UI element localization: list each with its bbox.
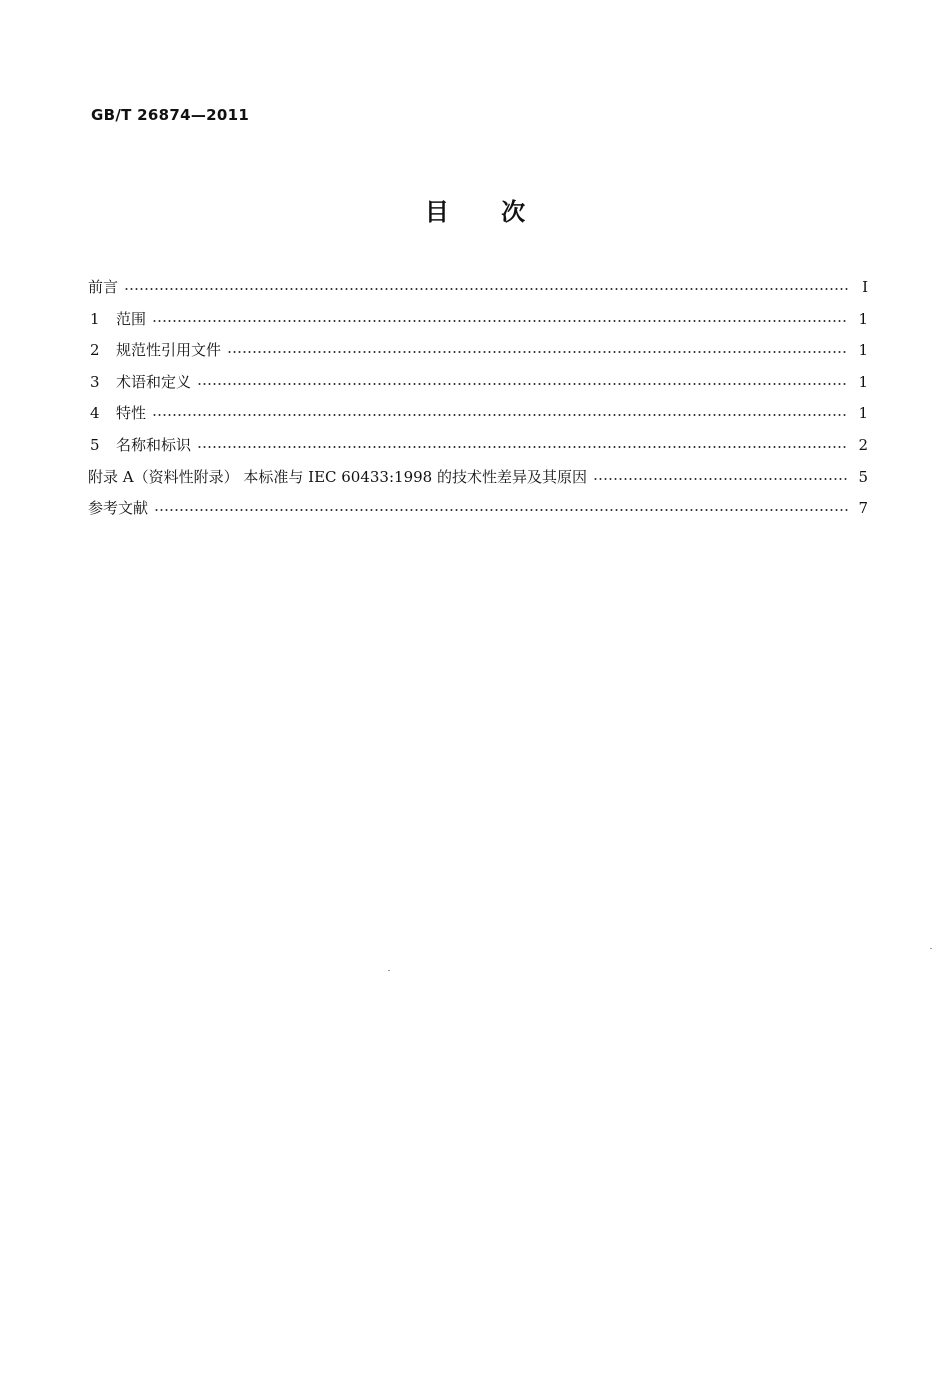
page-title: 目 次 [424, 198, 526, 226]
toc-entry-scope[interactable] [88, 308, 868, 340]
toc-entry-designation[interactable] [88, 434, 868, 466]
toc-leader-dots [593, 469, 848, 484]
toc-entry-number: 1 [90, 309, 100, 328]
table-of-contents [88, 276, 868, 529]
toc-entry-page: 1 [858, 341, 868, 360]
toc-entry-page: 7 [858, 499, 868, 518]
toc-entry-annex-a[interactable] [88, 466, 868, 498]
toc-entry-label: 规范性引用文件 [116, 341, 222, 360]
toc-entry-label: 特性 [116, 404, 147, 423]
toc-entry-label: 附录 A（资料性附录） 本标准与 IEC 60433:1998 的技术性差异及其原因 [88, 467, 587, 486]
toc-entry-page: 1 [858, 404, 868, 423]
toc-entry-terms-definitions[interactable] [88, 371, 868, 403]
toc-entry-foreword[interactable] [88, 276, 868, 308]
toc-entry-label: 术语和定义 [116, 372, 192, 391]
toc-entry-label: 前言 [88, 278, 119, 296]
toc-entry-number: 3 [90, 372, 100, 391]
toc-entry-page: 1 [858, 309, 868, 328]
toc-entry-page: 5 [858, 467, 868, 486]
toc-entry-bibliography[interactable] [88, 497, 868, 529]
toc-entry-label: 名称和标识 [116, 435, 192, 454]
toc-entry-page: 2 [858, 435, 868, 454]
toc-entry-label: 参考文献 [88, 499, 149, 518]
toc-leader-dots [197, 374, 848, 389]
scan-speck [930, 948, 932, 949]
toc-leader-dots [227, 342, 848, 357]
toc-leader-dots [197, 437, 848, 452]
toc-leader-dots [154, 500, 848, 515]
toc-leader-dots [152, 311, 848, 326]
toc-leader-dots [152, 405, 848, 420]
toc-entry-label: 范围 [116, 309, 147, 328]
standard-number: GB/T 26874—2011 [91, 106, 250, 124]
scan-speck [388, 970, 390, 971]
toc-entry-characteristics[interactable] [88, 402, 868, 434]
toc-entry-number: 4 [90, 404, 100, 423]
toc-entry-number: 2 [90, 341, 100, 360]
toc-leader-dots [124, 279, 848, 294]
toc-entry-page: 1 [858, 372, 868, 391]
toc-entry-number: 5 [90, 435, 100, 454]
toc-entry-page: Ⅰ [862, 278, 868, 296]
toc-entry-normative-references[interactable] [88, 339, 868, 371]
